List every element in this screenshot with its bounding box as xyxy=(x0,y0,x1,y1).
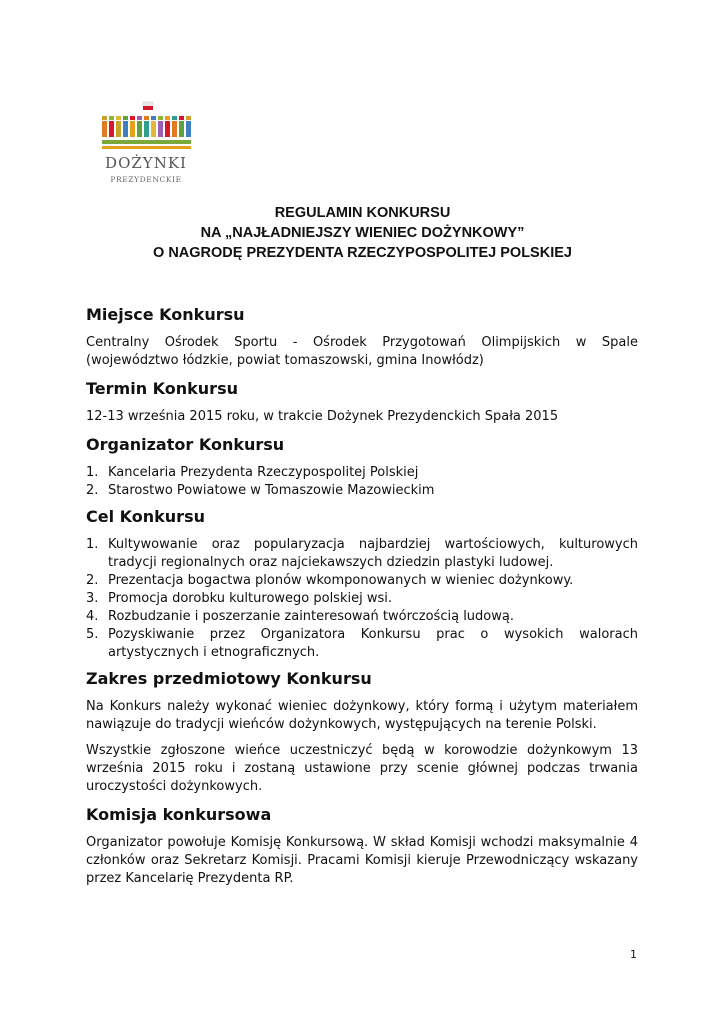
title-line-1: REGULAMIN KONKURSU xyxy=(274,205,451,221)
list-text: Prezentacja bogactwa plonów wkomponowanych w wieniec dożynkowy. xyxy=(108,573,574,588)
section-paragraph: Na Konkurs należy wykonać wieniec dożynkowy, który formą i użytym materiałem nawiązuje do tradycji wieńców dożynkowych, występujących na terenie Polski. xyxy=(86,699,638,732)
list-item xyxy=(86,590,638,608)
page-number: 1 xyxy=(630,948,637,961)
section-heading: Zakres przedmiotowy Konkursu xyxy=(86,669,372,688)
title-line-3: O NAGRODĘ PREZYDENTA RZECZYPOSPOLITEJ POLSKIEJ xyxy=(153,245,572,261)
section-term xyxy=(86,378,638,426)
list-text: Starostwo Powiatowe w Tomaszowie Mazowieckim xyxy=(108,483,435,498)
list-item xyxy=(86,536,638,572)
section-jury xyxy=(86,804,638,888)
document-title xyxy=(0,203,725,263)
logo-subtitle: PREZYDENCKIE xyxy=(110,175,182,184)
list-number: 1. xyxy=(86,537,99,552)
section-text: Centralny Ośrodek Sportu - Ośrodek Przygotowań Olimpijskich w Spale (województwo łódzkie, powiat tomaszowski, gmina Inowłódz) xyxy=(86,335,638,368)
list-item xyxy=(86,608,638,626)
section-place xyxy=(86,304,638,370)
goal-list xyxy=(86,536,638,662)
section-organizer xyxy=(86,434,638,500)
logo-emblem-icon xyxy=(100,100,192,152)
list-item xyxy=(86,626,638,662)
section-scope xyxy=(86,668,638,796)
list-text: Pozyskiwanie przez Organizatora Konkursu prac o wysokich walorach artystycznych i etnograficznych. xyxy=(108,627,638,660)
section-heading: Termin Konkursu xyxy=(86,379,238,398)
list-number: 2. xyxy=(86,573,99,588)
section-heading: Cel Konkursu xyxy=(86,507,205,526)
list-item xyxy=(86,572,638,590)
section-heading: Komisja konkursowa xyxy=(86,805,272,824)
list-number: 4. xyxy=(86,609,99,624)
logo-title: DOŻYNKI xyxy=(105,154,187,172)
list-text: Rozbudzanie i poszerzanie zainteresowań twórczością ludową. xyxy=(108,609,514,624)
list-number: 5. xyxy=(86,627,99,642)
section-goal xyxy=(86,506,638,662)
logo xyxy=(100,100,192,192)
section-text: 12-13 września 2015 roku, w trakcie Dożynek Prezydenckich Spała 2015 xyxy=(86,409,559,424)
list-text: Promocja dorobku kulturowego polskiej wsi. xyxy=(108,591,392,606)
section-text: Organizator powołuje Komisję Konkursową. W skład Komisji wchodzi maksymalnie 4 członków oraz Sekretarz Komisji. Pracami Komisji kieruje Przewodniczący wskazany przez Kancelarię Prezydenta RP. xyxy=(86,835,638,886)
list-text: Kultywowanie oraz popularyzacja najbardziej wartościowych, kulturowych tradycji regionalnych oraz najciekawszych dziedzin plastyki ludowej. xyxy=(108,537,638,570)
section-paragraph: Wszystkie zgłoszone wieńce uczestniczyć będą w korowodzie dożynkowym 13 września 2015 roku i zostaną ustawione przy scenie głównej podczas trwania uroczystości dożynkowych. xyxy=(86,743,638,794)
list-item xyxy=(86,482,638,500)
section-heading: Organizator Konkursu xyxy=(86,435,285,454)
list-number: 3. xyxy=(86,591,99,606)
title-line-2: NA „NAJŁADNIEJSZY WIENIEC DOŻYNKOWY” xyxy=(200,225,525,241)
list-number: 1. xyxy=(86,465,99,480)
document-body xyxy=(86,304,638,896)
list-item xyxy=(86,464,638,482)
list-text: Kancelaria Prezydenta Rzeczypospolitej Polskiej xyxy=(108,465,419,480)
section-heading: Miejsce Konkursu xyxy=(86,305,245,324)
organizer-list xyxy=(86,464,638,500)
list-number: 2. xyxy=(86,483,99,498)
